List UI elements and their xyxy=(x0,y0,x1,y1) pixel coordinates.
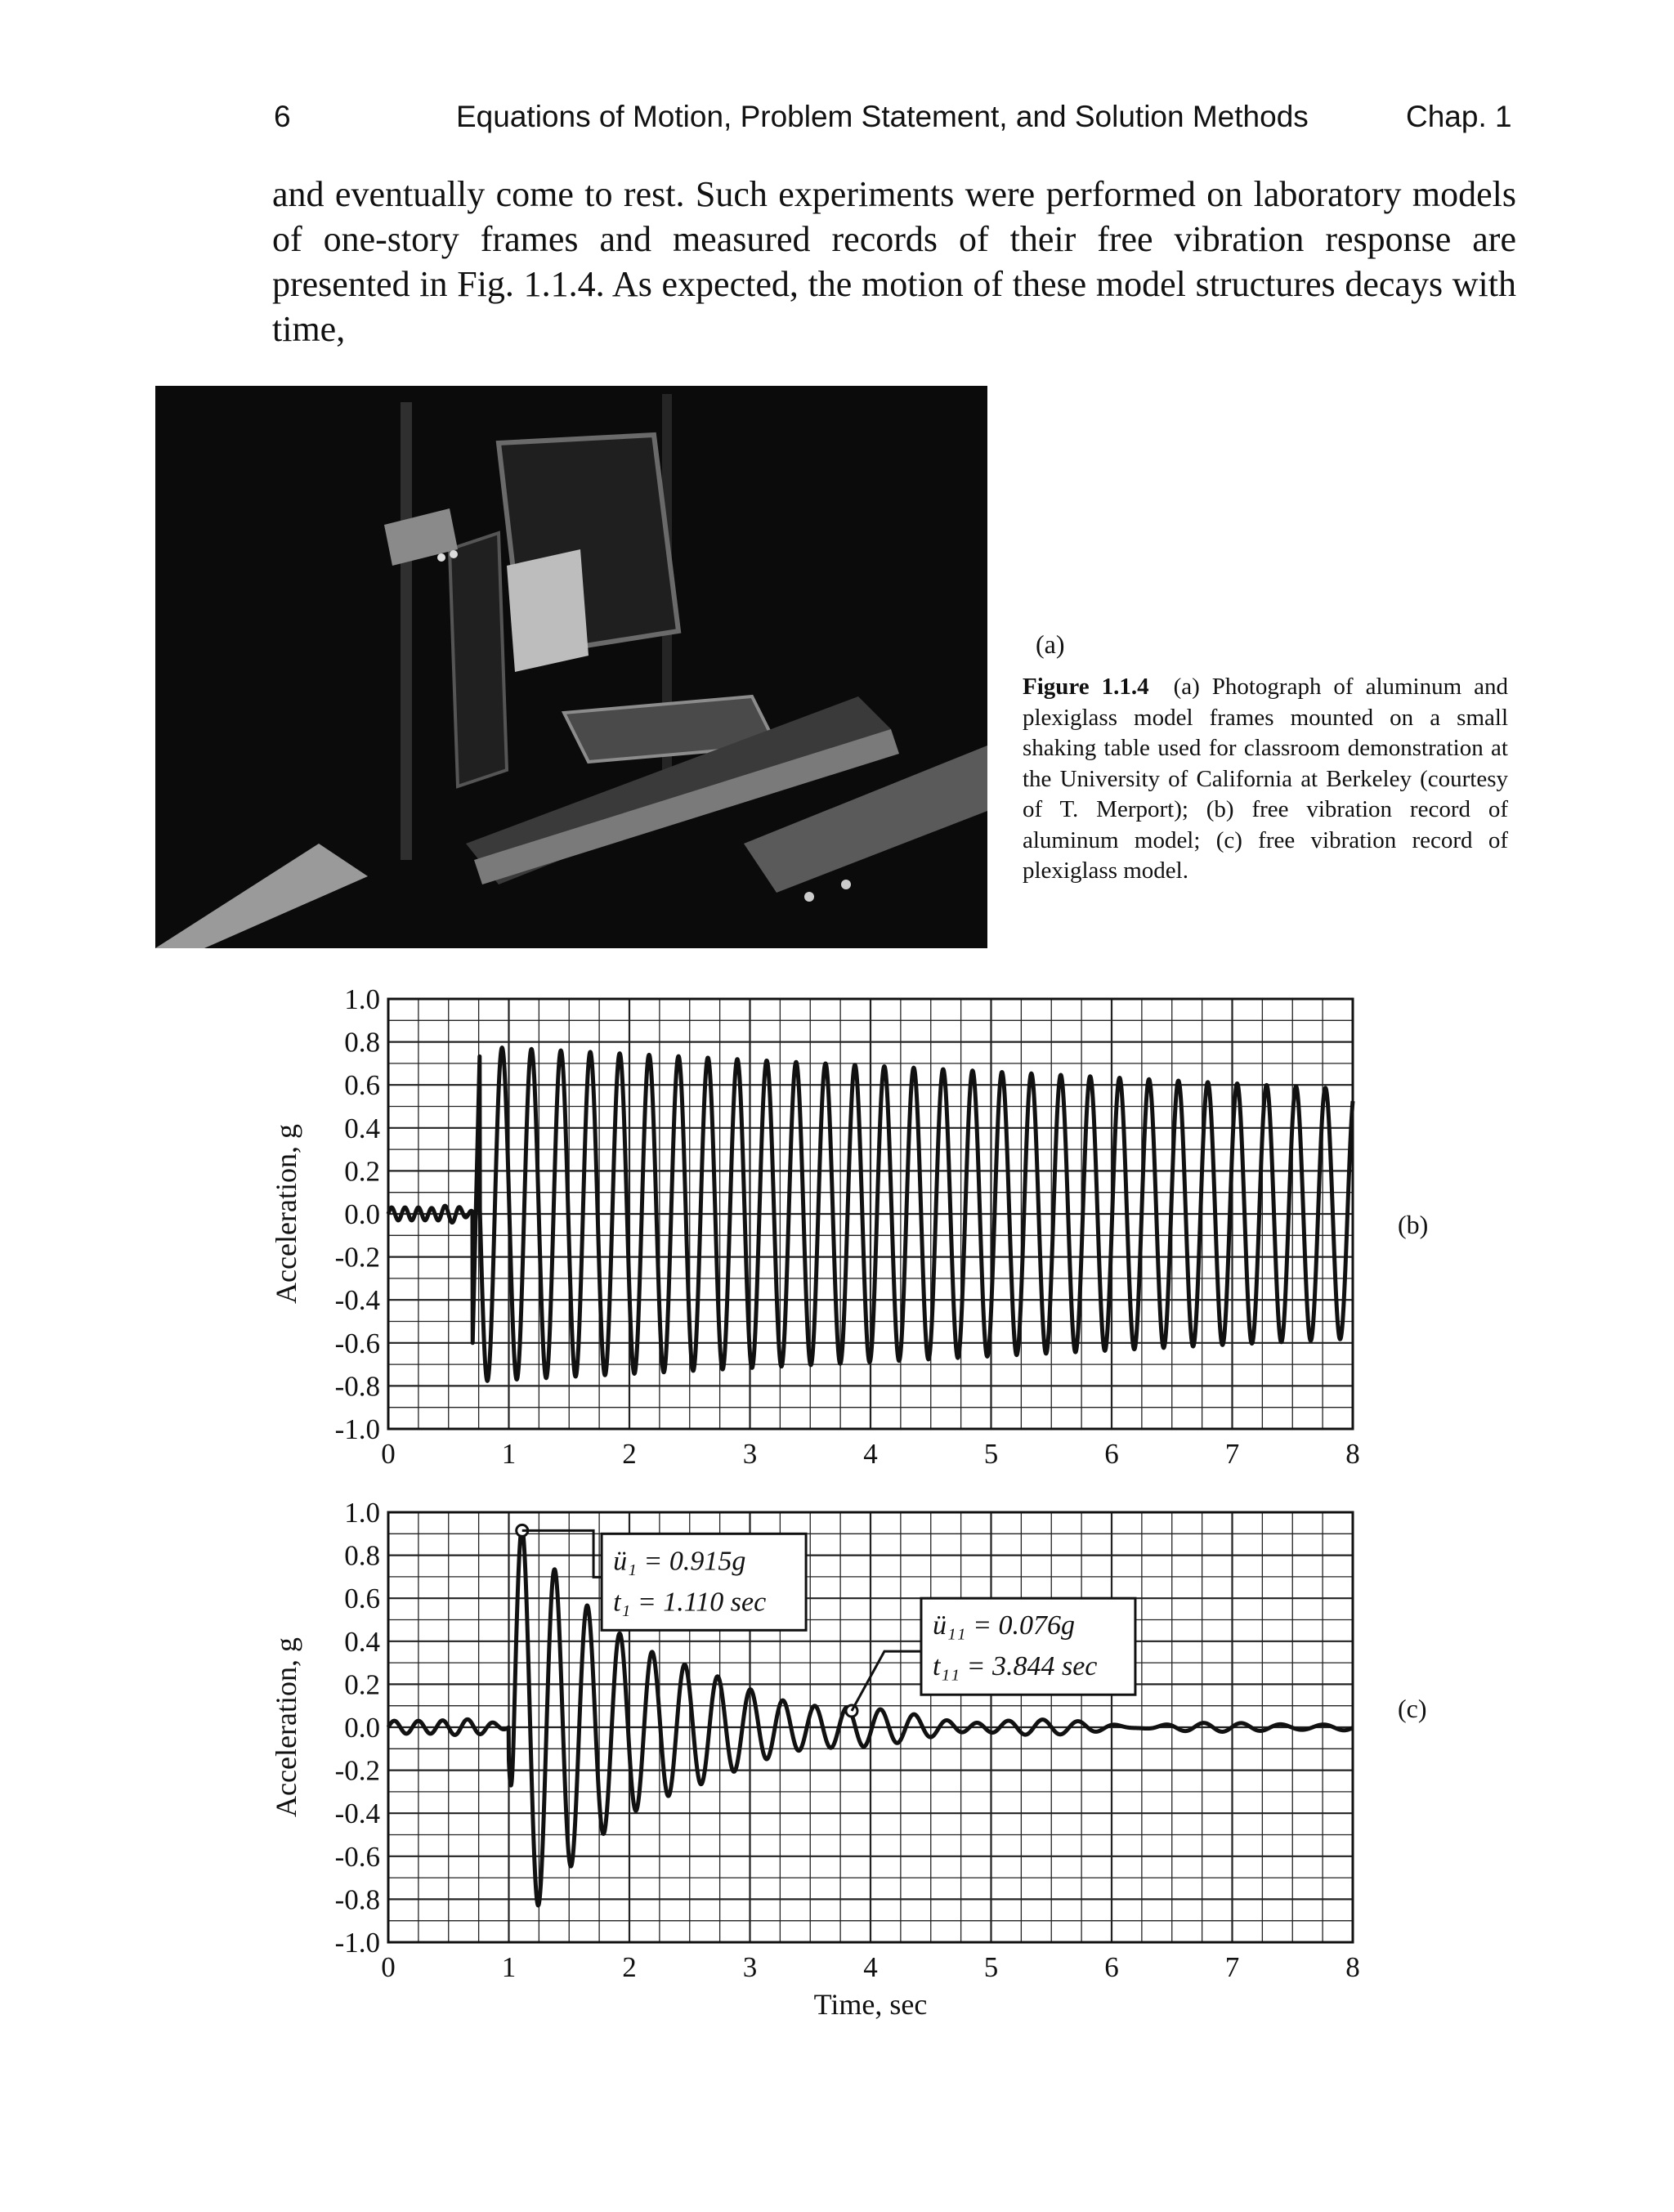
y-tick-label: -0.6 xyxy=(334,1840,380,1873)
annotation-text: ü₁₁ = 0.076g xyxy=(932,1610,1076,1641)
annotation-leader xyxy=(522,1530,602,1577)
figure-label-a: (a) xyxy=(1036,629,1065,659)
caption-number: Figure 1.1.4 xyxy=(1023,674,1149,700)
y-axis-label: Acceleration, g xyxy=(270,1124,302,1304)
figure-caption xyxy=(1023,672,1508,887)
x-tick-label: 1 xyxy=(501,1951,517,1983)
caption-text: (a) Photograph of aluminum and plexiglass model frames mounted on a small shaking table used for classroom demonstration at the University of California at Berkeley (courtesy of T. Merport); (b) free vibration record of aluminum model; (c) free vibration record of plexiglass model. xyxy=(1023,674,1509,884)
x-tick-label: 3 xyxy=(742,1951,758,1983)
x-tick-label: 1 xyxy=(501,1438,517,1470)
x-tick-label: 6 xyxy=(1104,1951,1119,1983)
x-tick-label: 0 xyxy=(381,1951,396,1983)
y-tick-label: -0.6 xyxy=(334,1327,380,1359)
x-tick-label: 0 xyxy=(381,1438,396,1470)
x-tick-label: 5 xyxy=(983,1951,999,1983)
x-tick-label: 6 xyxy=(1104,1438,1119,1470)
running-title: Equations of Motion, Problem Statement, and Solution Methods xyxy=(456,100,1309,133)
x-tick-label: 2 xyxy=(622,1438,637,1470)
y-tick-label: -0.2 xyxy=(334,1754,380,1787)
x-tick-label: 7 xyxy=(1224,1438,1240,1470)
y-tick-label: -0.4 xyxy=(334,1798,380,1830)
body-paragraph: and eventually come to rest. Such experiments were performed on laboratory models of one-story frames and measured records of their free vibration response are presented in Fig. 1.1.4. As expected, the motion of these model structures decays with time, xyxy=(272,174,1516,349)
x-tick-label: 4 xyxy=(863,1951,878,1983)
page-number: 6 xyxy=(274,100,291,133)
y-tick-label: -0.8 xyxy=(334,1370,380,1403)
figure-photo xyxy=(155,386,987,948)
y-tick-label: 0.2 xyxy=(344,1668,380,1701)
x-tick-label: 5 xyxy=(983,1438,999,1470)
annotation-text: ü₁ = 0.915g xyxy=(613,1546,746,1577)
y-tick-label: 0.6 xyxy=(344,1069,380,1102)
annotation-text: t₁ = 1.110 sec xyxy=(613,1587,767,1618)
figure-label-b: (b) xyxy=(1398,1210,1429,1239)
chart-c xyxy=(0,1494,1674,2050)
x-tick-label: 4 xyxy=(863,1438,878,1470)
y-tick-label: -0.2 xyxy=(334,1241,380,1274)
y-tick-label: 0.8 xyxy=(344,1539,380,1572)
x-tick-label: 8 xyxy=(1345,1438,1360,1470)
y-axis-label: Acceleration, g xyxy=(270,1637,302,1817)
y-tick-label: 0.8 xyxy=(344,1026,380,1059)
figure-label-c: (c) xyxy=(1398,1694,1427,1723)
y-tick-label: 0.4 xyxy=(344,1625,380,1658)
y-tick-label: -1.0 xyxy=(334,1927,380,1959)
x-tick-label: 3 xyxy=(742,1438,758,1470)
annotation-text: t₁₁ = 3.844 sec xyxy=(932,1651,1098,1682)
y-tick-label: -0.8 xyxy=(334,1883,380,1916)
annotation-leader xyxy=(852,1651,921,1711)
x-tick-label: 2 xyxy=(622,1951,637,1983)
y-tick-label: 0.6 xyxy=(344,1583,380,1615)
x-axis-label: Time, sec xyxy=(813,1988,928,2021)
x-tick-label: 8 xyxy=(1345,1951,1360,1983)
y-tick-label: 1.0 xyxy=(344,983,380,1015)
chapter-label: Chap. 1 xyxy=(1406,100,1512,133)
y-tick-label: 0.0 xyxy=(344,1712,380,1744)
y-tick-label: 0.0 xyxy=(344,1198,380,1230)
y-tick-label: -0.4 xyxy=(334,1284,380,1317)
y-tick-label: 0.4 xyxy=(344,1112,380,1144)
y-tick-label: 1.0 xyxy=(344,1497,380,1529)
photo-illustration xyxy=(155,386,987,948)
y-tick-label: -1.0 xyxy=(334,1413,380,1445)
y-tick-label: 0.2 xyxy=(344,1155,380,1188)
x-tick-label: 7 xyxy=(1224,1951,1240,1983)
